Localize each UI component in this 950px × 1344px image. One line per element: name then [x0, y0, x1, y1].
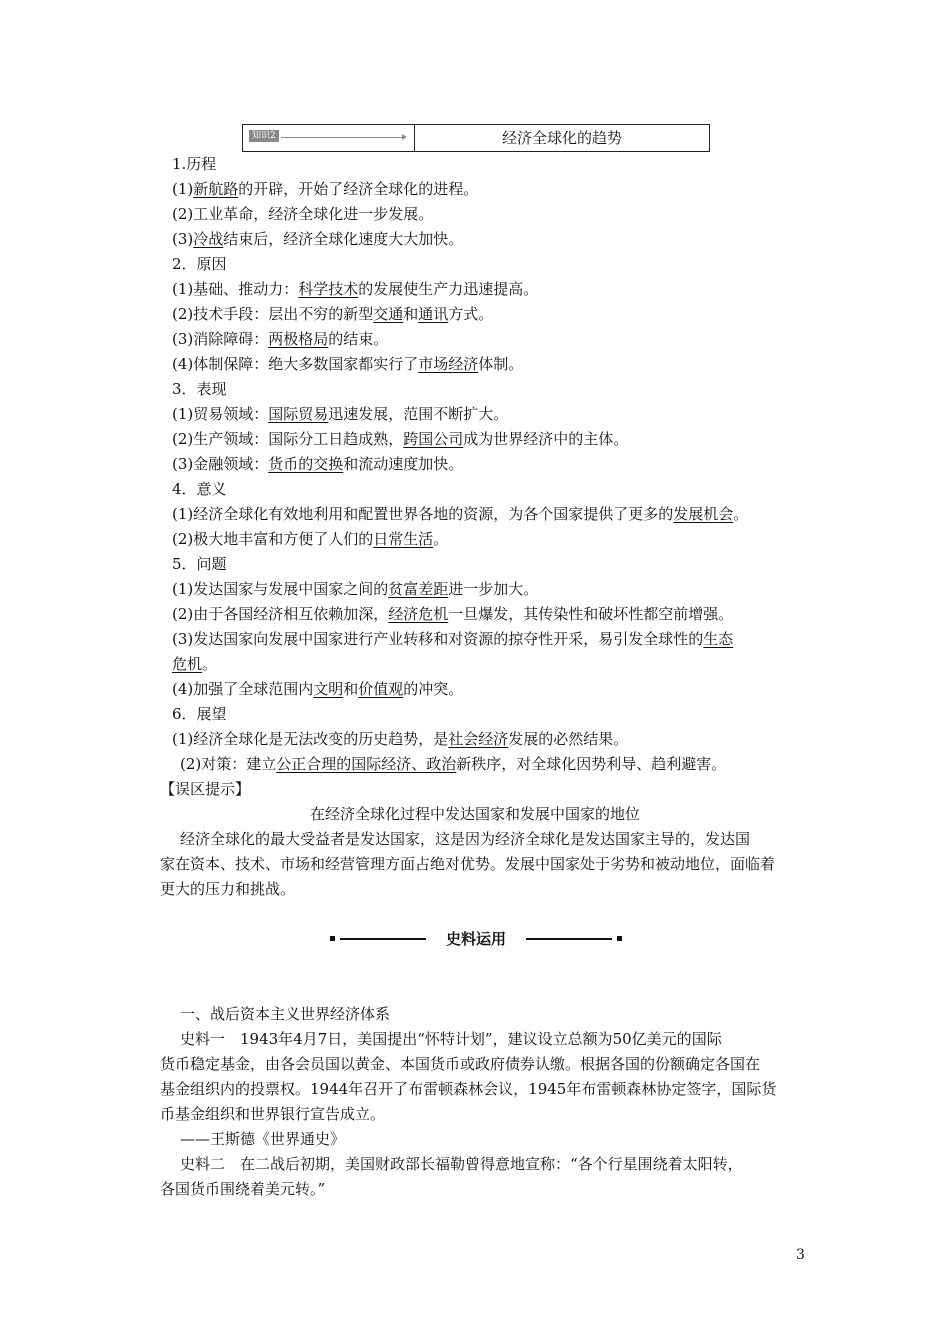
tip-paragraph: 更大的压力和挑战。 — [160, 880, 296, 898]
banner-label: 史料运用 — [445, 930, 506, 948]
history-paragraph: 币基金组织和世界银行宣告成立。 — [160, 1105, 386, 1123]
page-number: 3 — [796, 1247, 805, 1263]
text-line: (2)对策：建立公正合理的国际经济、政治新秩序，对全球化因势利导、趋利避害。 — [180, 755, 727, 773]
heading-significance: 4．意义 — [172, 480, 227, 498]
history-heading: 一、战后资本主义世界经济体系 — [180, 1005, 391, 1023]
text-line: (4)体制保障：绝大多数国家都实行了市场经济体制。 — [172, 355, 524, 373]
text-line: (1)经济全球化是无法改变的历史趋势，是社会经济发展的必然结果。 — [172, 730, 629, 748]
heading-problems: 5．问题 — [172, 555, 227, 573]
text-line: (3)金融领域：货币的交换和流动速度加快。 — [172, 455, 464, 473]
banner-dot-left — [330, 936, 335, 941]
text-line: (4)加强了全球范围内文明和价值观的冲突。 — [172, 680, 464, 698]
tip-title: 在经济全球化过程中发达国家和发展中国家的地位 — [309, 805, 640, 823]
banner-dot-right — [617, 936, 622, 941]
text-line: (3)发达国家向发展中国家进行产业转移和对资源的掠夺性开采，易引发全球性的生态 — [172, 630, 734, 648]
arrow-icon — [281, 137, 403, 138]
history-paragraph: 基金组织内的投票权。1944年召开了布雷顿森林会议，1945年布雷顿森林协定签字，国际货 — [160, 1080, 777, 1098]
text-line: (2)极大地丰富和方便了人们的日常生活。 — [172, 530, 449, 548]
text-line: 危机。 — [172, 655, 218, 673]
text-line: (2)生产领域：国际分工日趋成熟，跨国公司成为世界经济中的主体。 — [172, 430, 629, 448]
text-line: (1)经济全球化有效地利用和配置世界各地的资源，为各个国家提供了更多的发展机会。 — [172, 505, 749, 523]
tip-paragraph: 经济全球化的最大受益者是发达国家，这是因为经济全球化是发达国家主导的，发达国 — [180, 830, 751, 848]
tip-label: 【误区提示】 — [160, 780, 251, 798]
text-line: (1)发达国家与发展中国家之间的贫富差距进一步加大。 — [172, 580, 539, 598]
header-title: 经济全球化的趋势 — [501, 129, 622, 147]
history-paragraph: 各国货币围绕着美元转。” — [160, 1180, 326, 1198]
history-paragraph: 货币稳定基金，由各会员国以黄金、本国货币或政府债券认缴。根据各国的份额确定各国在 — [160, 1055, 761, 1073]
knowledge-badge: 知识2 — [249, 130, 279, 142]
text-line: (2)工业革命，经济全球化进一步发展。 — [172, 205, 434, 223]
section-header — [242, 124, 710, 152]
section-banner — [330, 927, 622, 951]
heading-manifestation: 3．表现 — [172, 380, 227, 398]
banner-bar-right — [526, 938, 612, 940]
tip-paragraph: 家在资本、技术、市场和经营管理方面占绝对优势。发展中国家处于劣势和被动地位，面临着 — [160, 855, 776, 873]
text-line: (2)技术手段：层出不穷的新型交通和通讯方式。 — [172, 305, 494, 323]
heading-history: 1.历程 — [172, 155, 217, 173]
history-paragraph: 史料一 1943年4月7日，美国提出“怀特计划”，建议设立总额为50亿美元的国际 — [180, 1030, 722, 1048]
heading-reasons: 2．原因 — [172, 255, 227, 273]
text-line: (3)冷战结束后，经济全球化速度大大加快。 — [172, 230, 464, 248]
header-left-cell — [243, 125, 415, 151]
heading-outlook: 6．展望 — [172, 705, 227, 723]
text-line: (2)由于各国经济相互依赖加深，经济危机一旦爆发，其传染性和破坏性都空前增强。 — [172, 605, 734, 623]
text-line: (1)贸易领域：国际贸易迅速发展，范围不断扩大。 — [172, 405, 509, 423]
text-line: (1)新航路的开辟，开始了经济全球化的进程。 — [172, 180, 479, 198]
banner-bar-left — [340, 938, 426, 940]
text-line: (1)基础、推动力：科学技术的发展使生产力迅速提高。 — [172, 280, 539, 298]
history-source: ——王斯德《世界通史》 — [180, 1130, 346, 1148]
text-line: (3)消除障碍：两极格局的结束。 — [172, 330, 389, 348]
history-paragraph: 史料二 在二战后初期，美国财政部长福勒曾得意地宣称：“各个行星围绕着太阳转， — [180, 1155, 743, 1173]
